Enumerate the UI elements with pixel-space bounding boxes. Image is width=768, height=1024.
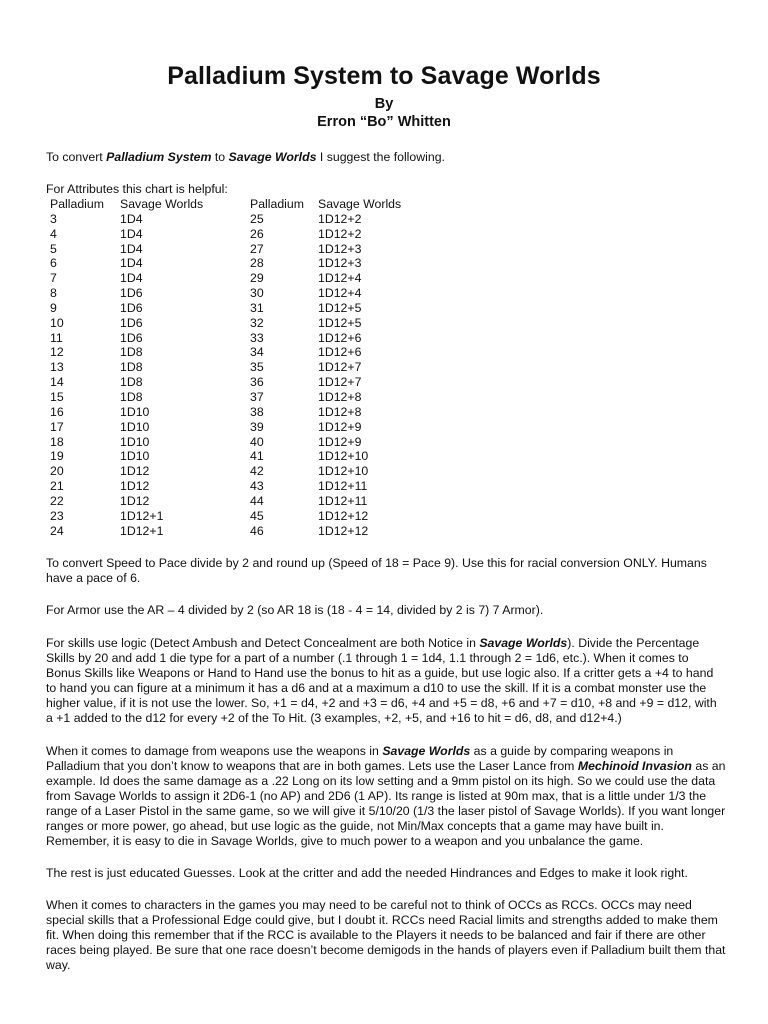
- damage-suffix: as an example. Id does the same damage as a .22 Long on its low setting and a 9mm pistol on its high. So we could use the data from Savage Worlds to assign it 2D6-1 (no AP) and 2D6 (1 AP). Its range is listed at 90m max, that is a little under 1/3 the range of a Laser Pistol in the same game, so we will give it 5/10/20 (1/3 the laser pistol of Savage Worlds). If you want longer ranges or more power, go ahead, but use logic as the guide, not Min/Max concepts that a game may have built in. Remember, it is easy to die in Savage Worlds, give to much power to a weapon and you unbalance the game.: [46, 759, 726, 848]
- palladium-value-cell: 40: [250, 434, 264, 449]
- armor-paragraph: For Armor use the AR – 4 divided by 2 (so AR 18 is (18 - 4 = 14, divided by 2 is 7) 7 Armor).: [46, 603, 544, 617]
- palladium-value-cell: 23: [50, 508, 64, 523]
- savage-worlds-die-cell: 1D12+10: [318, 464, 369, 479]
- savage-worlds-die-cell: 1D12: [120, 479, 150, 494]
- palladium-value-cell: 45: [250, 508, 264, 523]
- savage-worlds-die-cell: 1D12+11: [318, 479, 368, 494]
- savage-worlds-die-cell: 1D12+12: [318, 508, 369, 523]
- table-row: [46, 449, 418, 464]
- savage-worlds-die-cell: 1D12+2: [318, 211, 362, 226]
- damage-prefix: When it comes to damage from weapons use the weapons in: [46, 744, 383, 758]
- characters-paragraph: When it comes to characters in the games you may need to be careful not to think of OCCs as RCCs. OCCs may need special skills that a Professional Edge could give, but I doubt it. RCCs need Racial limits and strengths added to make them fit. When doing this remember that if the RCC is available to the Players it needs to be balanced and fair if there are other races being played. Be sure that one race doesn’t become demigods in the hands of players even if Palladium built them that way.: [46, 898, 726, 972]
- savage-worlds-die-cell: 1D12+7: [318, 360, 362, 375]
- savage-worlds-die-cell: 1D8: [120, 345, 143, 360]
- palladium-value-cell: 33: [250, 330, 264, 345]
- table-row: [46, 375, 418, 390]
- savage-worlds-die-cell: 1D12+9: [318, 434, 362, 449]
- table-row: [46, 479, 418, 494]
- palladium-value-cell: 12: [50, 345, 64, 360]
- header-palladium-1: Palladium: [50, 197, 104, 211]
- savage-worlds-die-cell: 1D12+10: [318, 449, 369, 464]
- skills-emphasis-savage-worlds: Savage Worlds: [479, 636, 568, 650]
- table-row: [46, 405, 418, 420]
- palladium-value-cell: 19: [50, 449, 64, 464]
- table-row: [46, 242, 418, 257]
- byline-label: By: [374, 96, 394, 112]
- table-header-row: [46, 197, 418, 212]
- palladium-value-cell: 29: [250, 271, 264, 286]
- savage-worlds-die-cell: 1D12: [120, 464, 150, 479]
- savage-worlds-die-cell: 1D12+9: [318, 419, 362, 434]
- palladium-value-cell: 26: [250, 226, 264, 241]
- savage-worlds-die-cell: 1D6: [120, 300, 143, 315]
- savage-worlds-die-cell: 1D12+6: [318, 345, 362, 360]
- table-row: [46, 331, 418, 346]
- intro-mid: to: [211, 150, 229, 164]
- savage-worlds-die-cell: 1D12+4: [318, 286, 362, 301]
- savage-worlds-die-cell: 1D12+3: [318, 256, 362, 271]
- palladium-value-cell: 8: [50, 286, 57, 301]
- savage-worlds-die-cell: 1D6: [120, 330, 143, 345]
- palladium-value-cell: 28: [250, 256, 264, 271]
- palladium-value-cell: 14: [50, 375, 64, 390]
- intro-suffix: I suggest the following.: [316, 150, 445, 164]
- palladium-value-cell: 15: [50, 389, 64, 404]
- savage-worlds-die-cell: 1D12+7: [318, 375, 362, 390]
- palladium-value-cell: 22: [50, 493, 64, 508]
- palladium-value-cell: 42: [250, 464, 264, 479]
- savage-worlds-die-cell: 1D12+2: [318, 226, 362, 241]
- document-title: Palladium System to Savage Worlds: [167, 62, 601, 90]
- table-row: [46, 464, 418, 479]
- savage-worlds-die-cell: 1D12+1: [120, 523, 164, 538]
- palladium-value-cell: 6: [50, 256, 57, 271]
- author-name: Erron “Bo” Whitten: [317, 114, 451, 130]
- savage-worlds-die-cell: 1D12+4: [318, 271, 362, 286]
- palladium-value-cell: 13: [50, 360, 64, 375]
- palladium-value-cell: 18: [50, 434, 64, 449]
- palladium-value-cell: 39: [250, 419, 264, 434]
- savage-worlds-die-cell: 1D6: [120, 315, 143, 330]
- skills-suffix: ). Divide the Percentage Skills by 20 and add 1 die type for a part of a number (.1 through 1 = 1d4, 1.1 through 2 = 1d6, etc.). When it comes to Bonus Skills like Weapons or Hand to Hand use the bonus to hit as a guide, but use logic also. If a critter gets a +4 to hand to hand you can figure at a minimum it has a d6 and at a maximum a d10 to use the skill. If it is a combat monster use the higher value, if it is not use the lower. So, +1 = d4, +2 and +3 = d6, +4 and +5 = d8, +6 and +7 = d10, +8 and +9 = d12, with a +1 added to the d12 for every +2 of the To Hit. (3 examples, +2, +5, and +16 to hit = d6, d8, and d12+4.): [46, 636, 717, 725]
- table-row: [46, 435, 418, 450]
- table-row: [46, 301, 418, 316]
- savage-worlds-die-cell: 1D4: [120, 226, 143, 241]
- palladium-value-cell: 17: [50, 419, 64, 434]
- savage-worlds-die-cell: 1D4: [120, 241, 143, 256]
- savage-worlds-die-cell: 1D10: [120, 404, 150, 419]
- palladium-value-cell: 32: [250, 315, 264, 330]
- table-row: [46, 420, 418, 435]
- palladium-value-cell: 35: [250, 360, 264, 375]
- savage-worlds-die-cell: 1D12+12: [318, 523, 369, 538]
- table-body: [46, 212, 418, 539]
- palladium-value-cell: 30: [250, 286, 264, 301]
- table-row: [46, 256, 418, 271]
- table-row: [46, 271, 418, 286]
- palladium-value-cell: 10: [50, 315, 64, 330]
- palladium-value-cell: 3: [50, 211, 57, 226]
- savage-worlds-die-cell: 1D8: [120, 360, 143, 375]
- savage-worlds-die-cell: 1D12+8: [318, 404, 362, 419]
- table-row: [46, 494, 418, 509]
- intro-emphasis-palladium: Palladium System: [106, 150, 212, 164]
- table-row: [46, 524, 418, 539]
- intro-emphasis-savage-worlds: Savage Worlds: [228, 150, 317, 164]
- savage-worlds-die-cell: 1D12+11: [318, 493, 368, 508]
- palladium-value-cell: 24: [50, 523, 64, 538]
- savage-worlds-die-cell: 1D10: [120, 434, 150, 449]
- palladium-value-cell: 36: [250, 375, 264, 390]
- palladium-value-cell: 4: [50, 226, 57, 241]
- savage-worlds-die-cell: 1D4: [120, 211, 143, 226]
- savage-worlds-die-cell: 1D6: [120, 286, 143, 301]
- palladium-value-cell: 9: [50, 300, 57, 315]
- palladium-value-cell: 34: [250, 345, 264, 360]
- savage-worlds-die-cell: 1D12: [120, 493, 150, 508]
- damage-emphasis-mechinoid-invasion: Mechinoid Invasion: [577, 759, 692, 773]
- table-row: [46, 212, 418, 227]
- palladium-value-cell: 20: [50, 464, 64, 479]
- savage-worlds-die-cell: 1D12+3: [318, 241, 362, 256]
- palladium-value-cell: 7: [50, 271, 57, 286]
- savage-worlds-die-cell: 1D12+6: [318, 330, 362, 345]
- palladium-value-cell: 16: [50, 404, 64, 419]
- palladium-value-cell: 31: [250, 300, 264, 315]
- header-savage-worlds-2: Savage Worlds: [318, 197, 402, 211]
- table-row: [46, 509, 418, 524]
- palladium-value-cell: 25: [250, 211, 264, 226]
- damage-emphasis-savage-worlds: Savage Worlds: [382, 744, 471, 758]
- palladium-value-cell: 46: [250, 523, 264, 538]
- palladium-value-cell: 27: [250, 241, 264, 256]
- palladium-value-cell: 21: [50, 479, 64, 494]
- palladium-value-cell: 37: [250, 389, 264, 404]
- palladium-value-cell: 41: [250, 449, 264, 464]
- header-palladium-2: Palladium: [250, 197, 304, 211]
- table-row: [46, 316, 418, 331]
- savage-worlds-die-cell: 1D10: [120, 419, 150, 434]
- palladium-value-cell: 11: [50, 330, 63, 345]
- savage-worlds-die-cell: 1D10: [120, 449, 150, 464]
- savage-worlds-die-cell: 1D12+5: [318, 315, 362, 330]
- attribute-conversion-table: [46, 197, 418, 538]
- savage-worlds-die-cell: 1D8: [120, 389, 143, 404]
- palladium-value-cell: 38: [250, 404, 264, 419]
- savage-worlds-die-cell: 1D12+8: [318, 389, 362, 404]
- table-row: [46, 390, 418, 405]
- header-savage-worlds-1: Savage Worlds: [120, 197, 204, 211]
- skills-paragraph: [46, 636, 726, 726]
- palladium-value-cell: 5: [50, 241, 57, 256]
- savage-worlds-die-cell: 1D12+1: [120, 508, 164, 523]
- attributes-intro: For Attributes this chart is helpful:: [46, 182, 228, 196]
- table-row: [46, 360, 418, 375]
- savage-worlds-die-cell: 1D4: [120, 271, 143, 286]
- savage-worlds-die-cell: 1D12+5: [318, 300, 362, 315]
- savage-worlds-die-cell: 1D8: [120, 375, 143, 390]
- damage-paragraph: [46, 744, 726, 849]
- savage-worlds-die-cell: 1D4: [120, 256, 143, 271]
- palladium-value-cell: 44: [250, 493, 264, 508]
- skills-prefix: For skills use logic (Detect Ambush and Detect Concealment are both Notice in: [46, 636, 480, 650]
- table-row: [46, 345, 418, 360]
- damage-mid: as a guide by comparing weapons in Palladium that you don’t know to weapons that are in both games. Lets use the Laser Lance from: [46, 744, 674, 773]
- table-row: [46, 227, 418, 242]
- palladium-value-cell: 43: [250, 479, 264, 494]
- rest-paragraph: The rest is just educated Guesses. Look at the critter and add the needed Hindrances and Edges to make it look right.: [46, 866, 688, 880]
- intro-paragraph: [46, 150, 726, 165]
- intro-prefix: To convert: [46, 150, 107, 164]
- speed-paragraph: To convert Speed to Pace divide by 2 and round up (Speed of 18 = Pace 9). Use this for racial conversion ONLY. Humans have a pace of 6.: [46, 556, 707, 585]
- table-row: [46, 286, 418, 301]
